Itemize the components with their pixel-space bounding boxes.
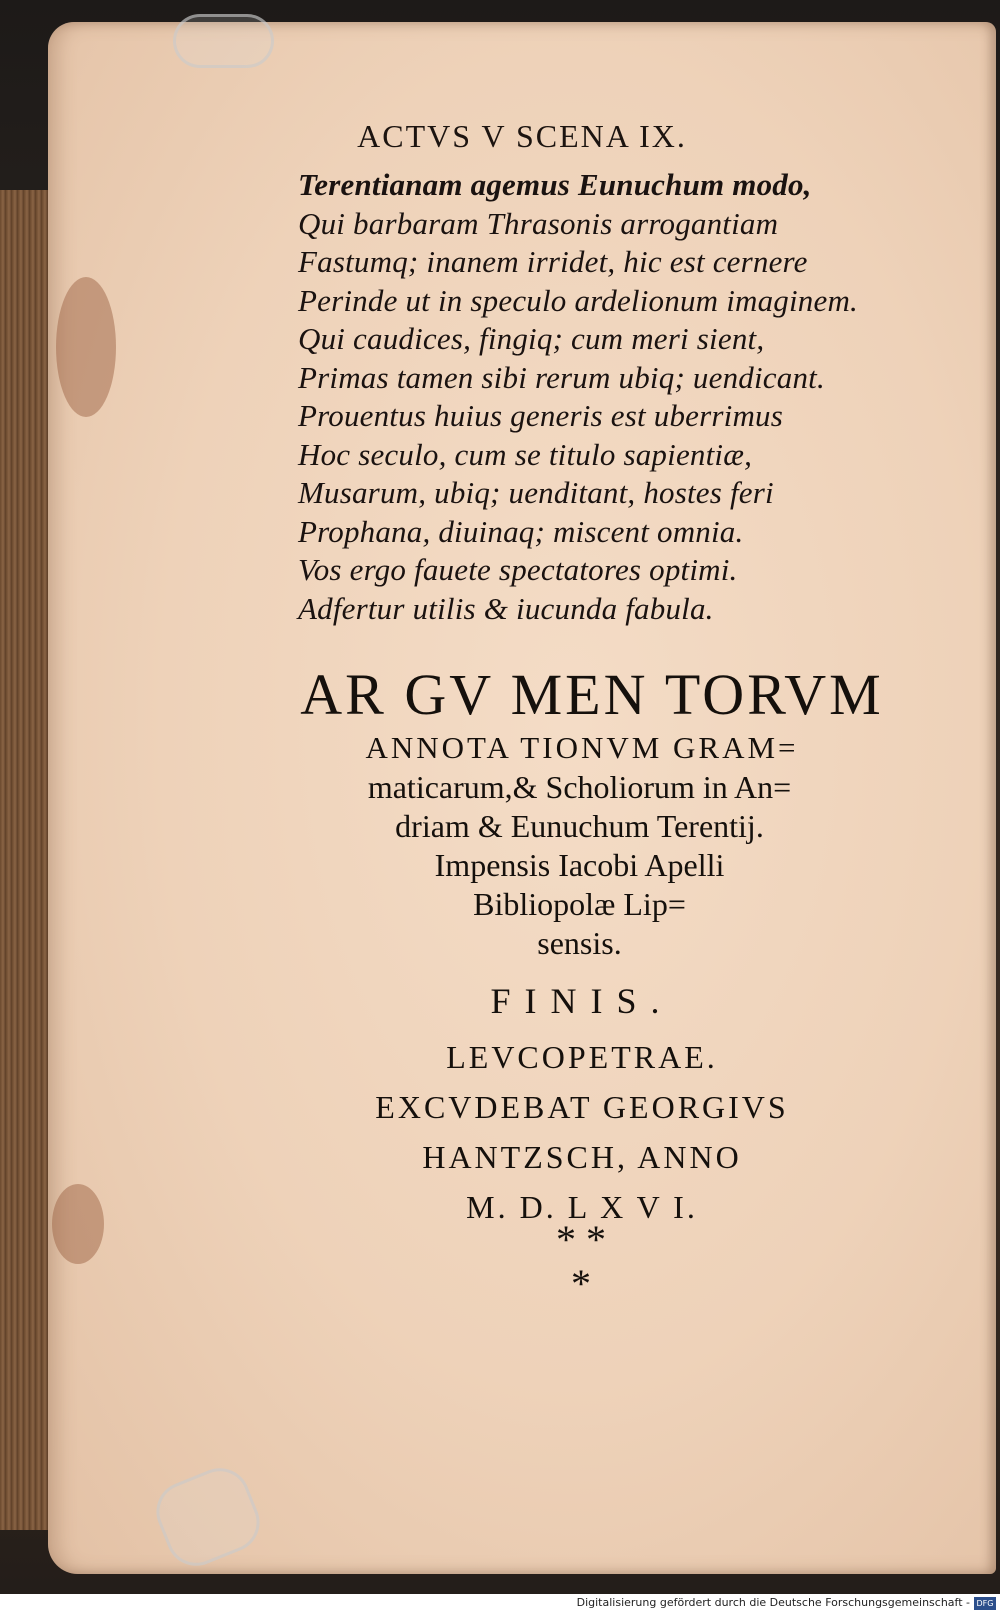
title-line: maticarum,& Scholiorum in An=: [367, 769, 792, 805]
verse-block: [298, 166, 918, 628]
scene-heading: ACTVS V SCENA IX.: [357, 118, 687, 154]
verse-line: Qui barbaram Thrasonis arrogantiam: [298, 205, 779, 241]
title-subtitle: ANNOTA TIONVM GRAM=: [365, 730, 799, 765]
dfg-logo-icon: DFG: [974, 1597, 996, 1610]
colophon-line: LEVCOPETRAE.: [446, 1039, 718, 1075]
book-page: [48, 22, 996, 1574]
title-line: driam & Eunuchum Terentij.: [395, 808, 764, 844]
clip-bottom: [147, 1459, 268, 1575]
clip-top: [173, 14, 274, 68]
digitization-footer: [0, 1594, 1000, 1613]
title-line: sensis.: [537, 925, 622, 961]
title-line: Impensis Iacobi Apelli: [434, 847, 725, 883]
stain-upper: [56, 277, 116, 417]
verse-line: Terentianam agemus Eunuchum modo,: [298, 167, 812, 202]
colophon-block: [48, 1032, 996, 1232]
asterisk-icon: *: [571, 1261, 591, 1306]
book-title-block: [48, 662, 996, 963]
verse-line: Fastumq; inanem irridet, hic est cernere: [298, 244, 808, 279]
ornament-asterisks: [48, 1218, 996, 1306]
verse-line: Hoc seculo, cum se titulo sapientiæ,: [298, 436, 753, 472]
verse-line: Prouentus huius generis est uberrimus: [298, 398, 784, 433]
verse-line: Perinde ut in speculo ardelionum imaginem.: [298, 282, 858, 318]
verse-line: Qui caudices, fingiq; cum meri sient,: [298, 321, 765, 356]
verse-line: Musarum, ubiq; uenditant, hostes feri: [298, 475, 774, 510]
verse-line: Adfertur utilis & iucunda fabula.: [298, 590, 714, 626]
asterisk-icon: * *: [556, 1217, 606, 1262]
colophon-line: M. D. L X V I.: [466, 1189, 698, 1225]
colophon-line: EXCVDEBAT GEORGIVS: [375, 1089, 789, 1125]
verse-line: Prophana, diuinaq; miscent omnia.: [298, 513, 744, 549]
verse-line: Primas tamen sibi rerum ubiq; uendicant.: [298, 359, 825, 395]
footer-credit: Digitalisierung gefördert durch die Deutsche Forschungsgemeinschaft -: [576, 1596, 970, 1609]
finis-line: FINIS.: [490, 981, 674, 1021]
colophon-line: HANTZSCH, ANNO: [422, 1139, 742, 1175]
title-line: Bibliopolæ Lip=: [473, 886, 686, 922]
verse-line: Vos ergo fauete spectatores optimi.: [298, 552, 738, 587]
title-main: AR GV MEN TORVM: [300, 662, 884, 727]
